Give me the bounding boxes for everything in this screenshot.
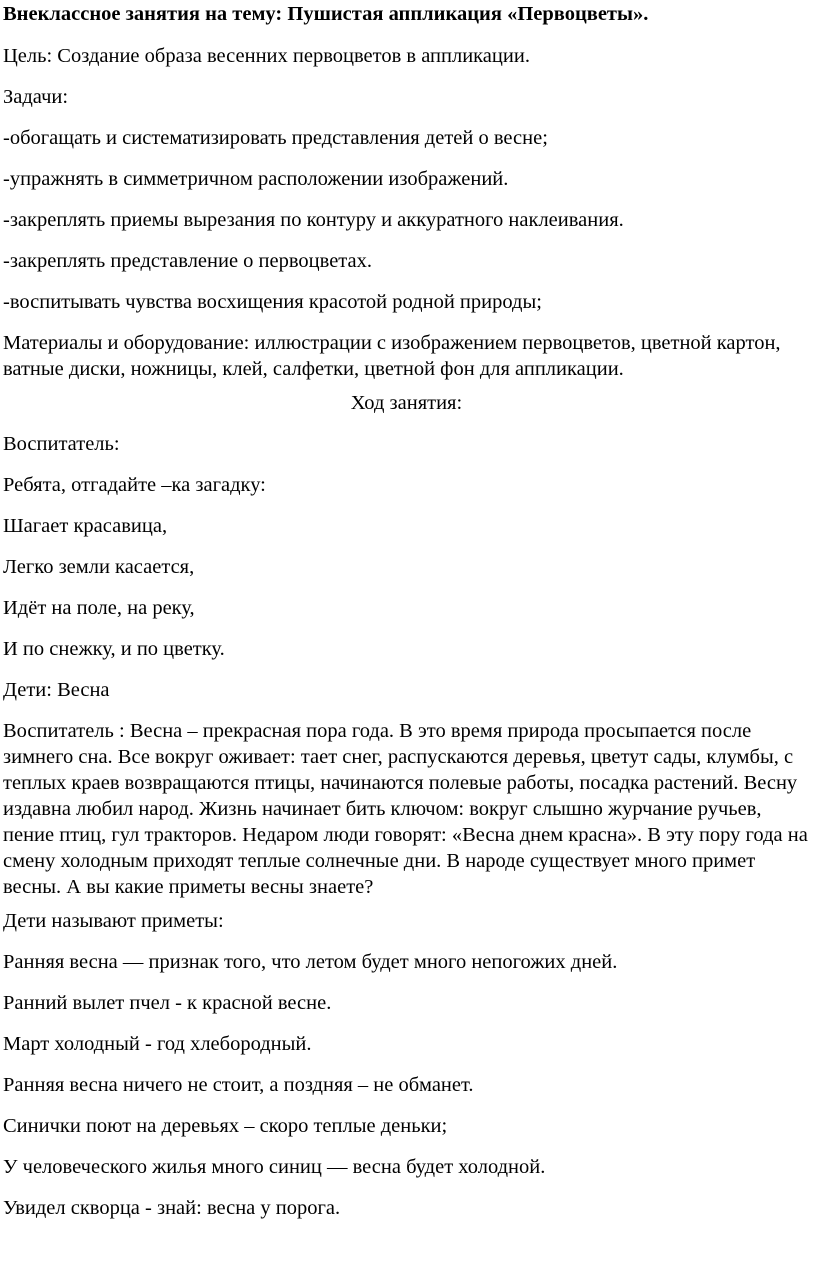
document-title: Внеклассное занятия на тему: Пушистая аппликация «Первоцветы». (3, 3, 649, 25)
materials-text: Материалы и оборудование: иллюстрации с изображением первоцветов, цветной картон, ватные диски, ножницы, клей, салфетки, цветной фон для аппликации. (3, 332, 781, 380)
riddle-line: И по снежку, и по цветку. (3, 638, 225, 660)
riddle-line: Шагает красавица, (3, 515, 168, 537)
task-item: -закреплять приемы вырезания по контуру и аккуратного наклеивания. (3, 209, 624, 231)
sign-item: Увидел скворца - знай: весна у порога. (3, 1197, 341, 1219)
riddle-line: Легко земли касается, (3, 556, 195, 578)
task-item: -обогащать и систематизировать представления детей о весне; (3, 127, 548, 149)
tasks-heading: Задачи: (3, 86, 69, 108)
sign-item: Март холодный - год хлебородный. (3, 1033, 312, 1055)
task-item: -закреплять представление о первоцветах. (3, 250, 372, 272)
children-answer: Дети: Весна (3, 679, 110, 701)
sign-item: Ранняя весна ничего не стоит, а поздняя – не обманет. (3, 1074, 474, 1096)
teacher-paragraph: Воспитатель : Весна – прекрасная пора года. В это время природа просыпается после зимнего сна. Все вокруг оживает: тает снег, распускаются деревья, цветут сады, клумбы, с теплых краев возвращаются птицы, начинаются полевые работы, посадка растений. Весну издавна любил народ. Жизнь начинает бить ключом: вокруг слышно журчание ручьев, пение птиц, гул тракторов. Недаром люди говорят: «Весна днем красна». В эту пору года на смену холодным приходят теплые солнечные дни. В народе существует много примет весны. А вы какие приметы весны знаете? (3, 720, 808, 898)
goal-text: Цель: Создание образа весенних первоцветов в аппликации. (3, 45, 530, 67)
sign-item: У человеческого жилья много синиц — весна будет холодной. (3, 1156, 546, 1178)
sign-item: Синички поют на деревьях – скоро теплые деньки; (3, 1115, 448, 1137)
task-item: -воспитывать чувства восхищения красотой родной природы; (3, 291, 542, 313)
riddle-line: Идёт на поле, на реку, (3, 597, 195, 619)
task-item: -упражнять в симметричном расположении изображений. (3, 168, 509, 190)
children-name-signs: Дети называют приметы: (3, 910, 224, 932)
sign-item: Ранняя весна — признак того, что летом будет много непогожих дней. (3, 951, 618, 973)
riddle-intro: Ребята, отгадайте –ка загадку: (3, 474, 266, 496)
sign-item: Ранний вылет пчел - к красной весне. (3, 992, 332, 1014)
section-heading: Ход занятия: (350, 392, 463, 414)
teacher-label: Воспитатель: (3, 433, 120, 455)
